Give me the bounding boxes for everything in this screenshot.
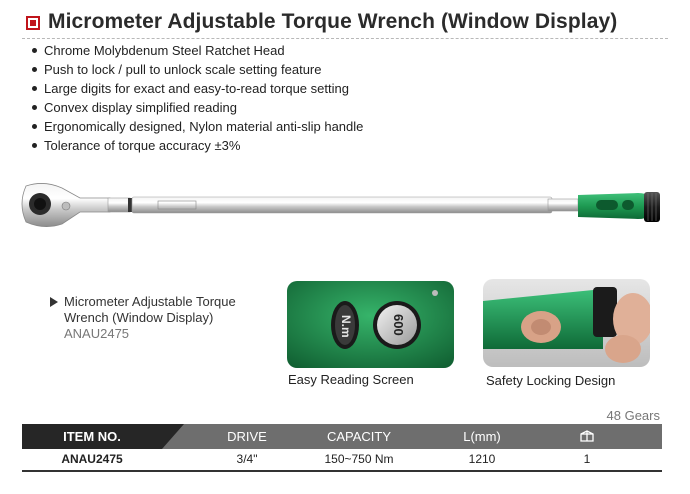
- locking-design-label: Safety Locking Design: [486, 373, 616, 388]
- locking-design-image: [483, 279, 650, 367]
- box-icon: [579, 428, 595, 444]
- table-row: [22, 449, 662, 472]
- feature-item: Tolerance of torque accuracy ±3%: [30, 136, 363, 155]
- column-header-length: L(mm): [463, 429, 501, 444]
- spec-table: [22, 424, 662, 472]
- table-header: [22, 424, 662, 449]
- caption-line: Wrench (Window Display): [64, 310, 214, 325]
- feature-item: Large digits for exact and easy-to-read torque setting: [30, 79, 363, 98]
- gears-text: 48 Gears: [606, 408, 660, 423]
- title-bar: [22, 10, 682, 38]
- locking-design-photo: [483, 279, 650, 367]
- page-title: Micrometer Adjustable Torque Wrench (Window Display): [48, 10, 618, 33]
- reading-screen-label: Easy Reading Screen: [288, 372, 414, 387]
- product-caption: [64, 294, 274, 342]
- column-header-drive: DRIVE: [227, 429, 267, 444]
- triangle-arrow-icon: [50, 297, 58, 307]
- cell-quantity: 1: [583, 452, 591, 466]
- reading-value-text: 600: [391, 314, 406, 336]
- feature-item: Convex display simplified reading: [30, 98, 363, 117]
- feature-item: Push to lock / pull to unlock scale setting feature: [30, 60, 363, 79]
- column-header-quantity: [562, 424, 612, 449]
- column-header-item: ITEM NO.: [22, 424, 162, 449]
- reading-screen-photo: [287, 281, 454, 368]
- cell-capacity: 150~750 Nm: [324, 452, 394, 466]
- torque-wrench-image: [18, 178, 670, 236]
- feature-item: Ergonomically designed, Nylon material anti-slip handle: [30, 117, 363, 136]
- cell-drive: 3/4": [236, 452, 258, 466]
- square-bullet-icon: [26, 16, 40, 30]
- feature-item: Chrome Molybdenum Steel Ratchet Head: [30, 41, 363, 60]
- cell-length: 1210: [468, 452, 496, 466]
- cell-item: ANAU2475: [61, 452, 123, 466]
- column-header-capacity: CAPACITY: [326, 429, 392, 444]
- caption-code: ANAU2475: [64, 326, 130, 341]
- title-divider: [22, 38, 668, 39]
- reading-unit-text: N.m: [339, 315, 353, 338]
- feature-list: [30, 41, 363, 155]
- caption-line: Micrometer Adjustable Torque: [64, 294, 236, 309]
- reading-screen-image: [287, 281, 454, 368]
